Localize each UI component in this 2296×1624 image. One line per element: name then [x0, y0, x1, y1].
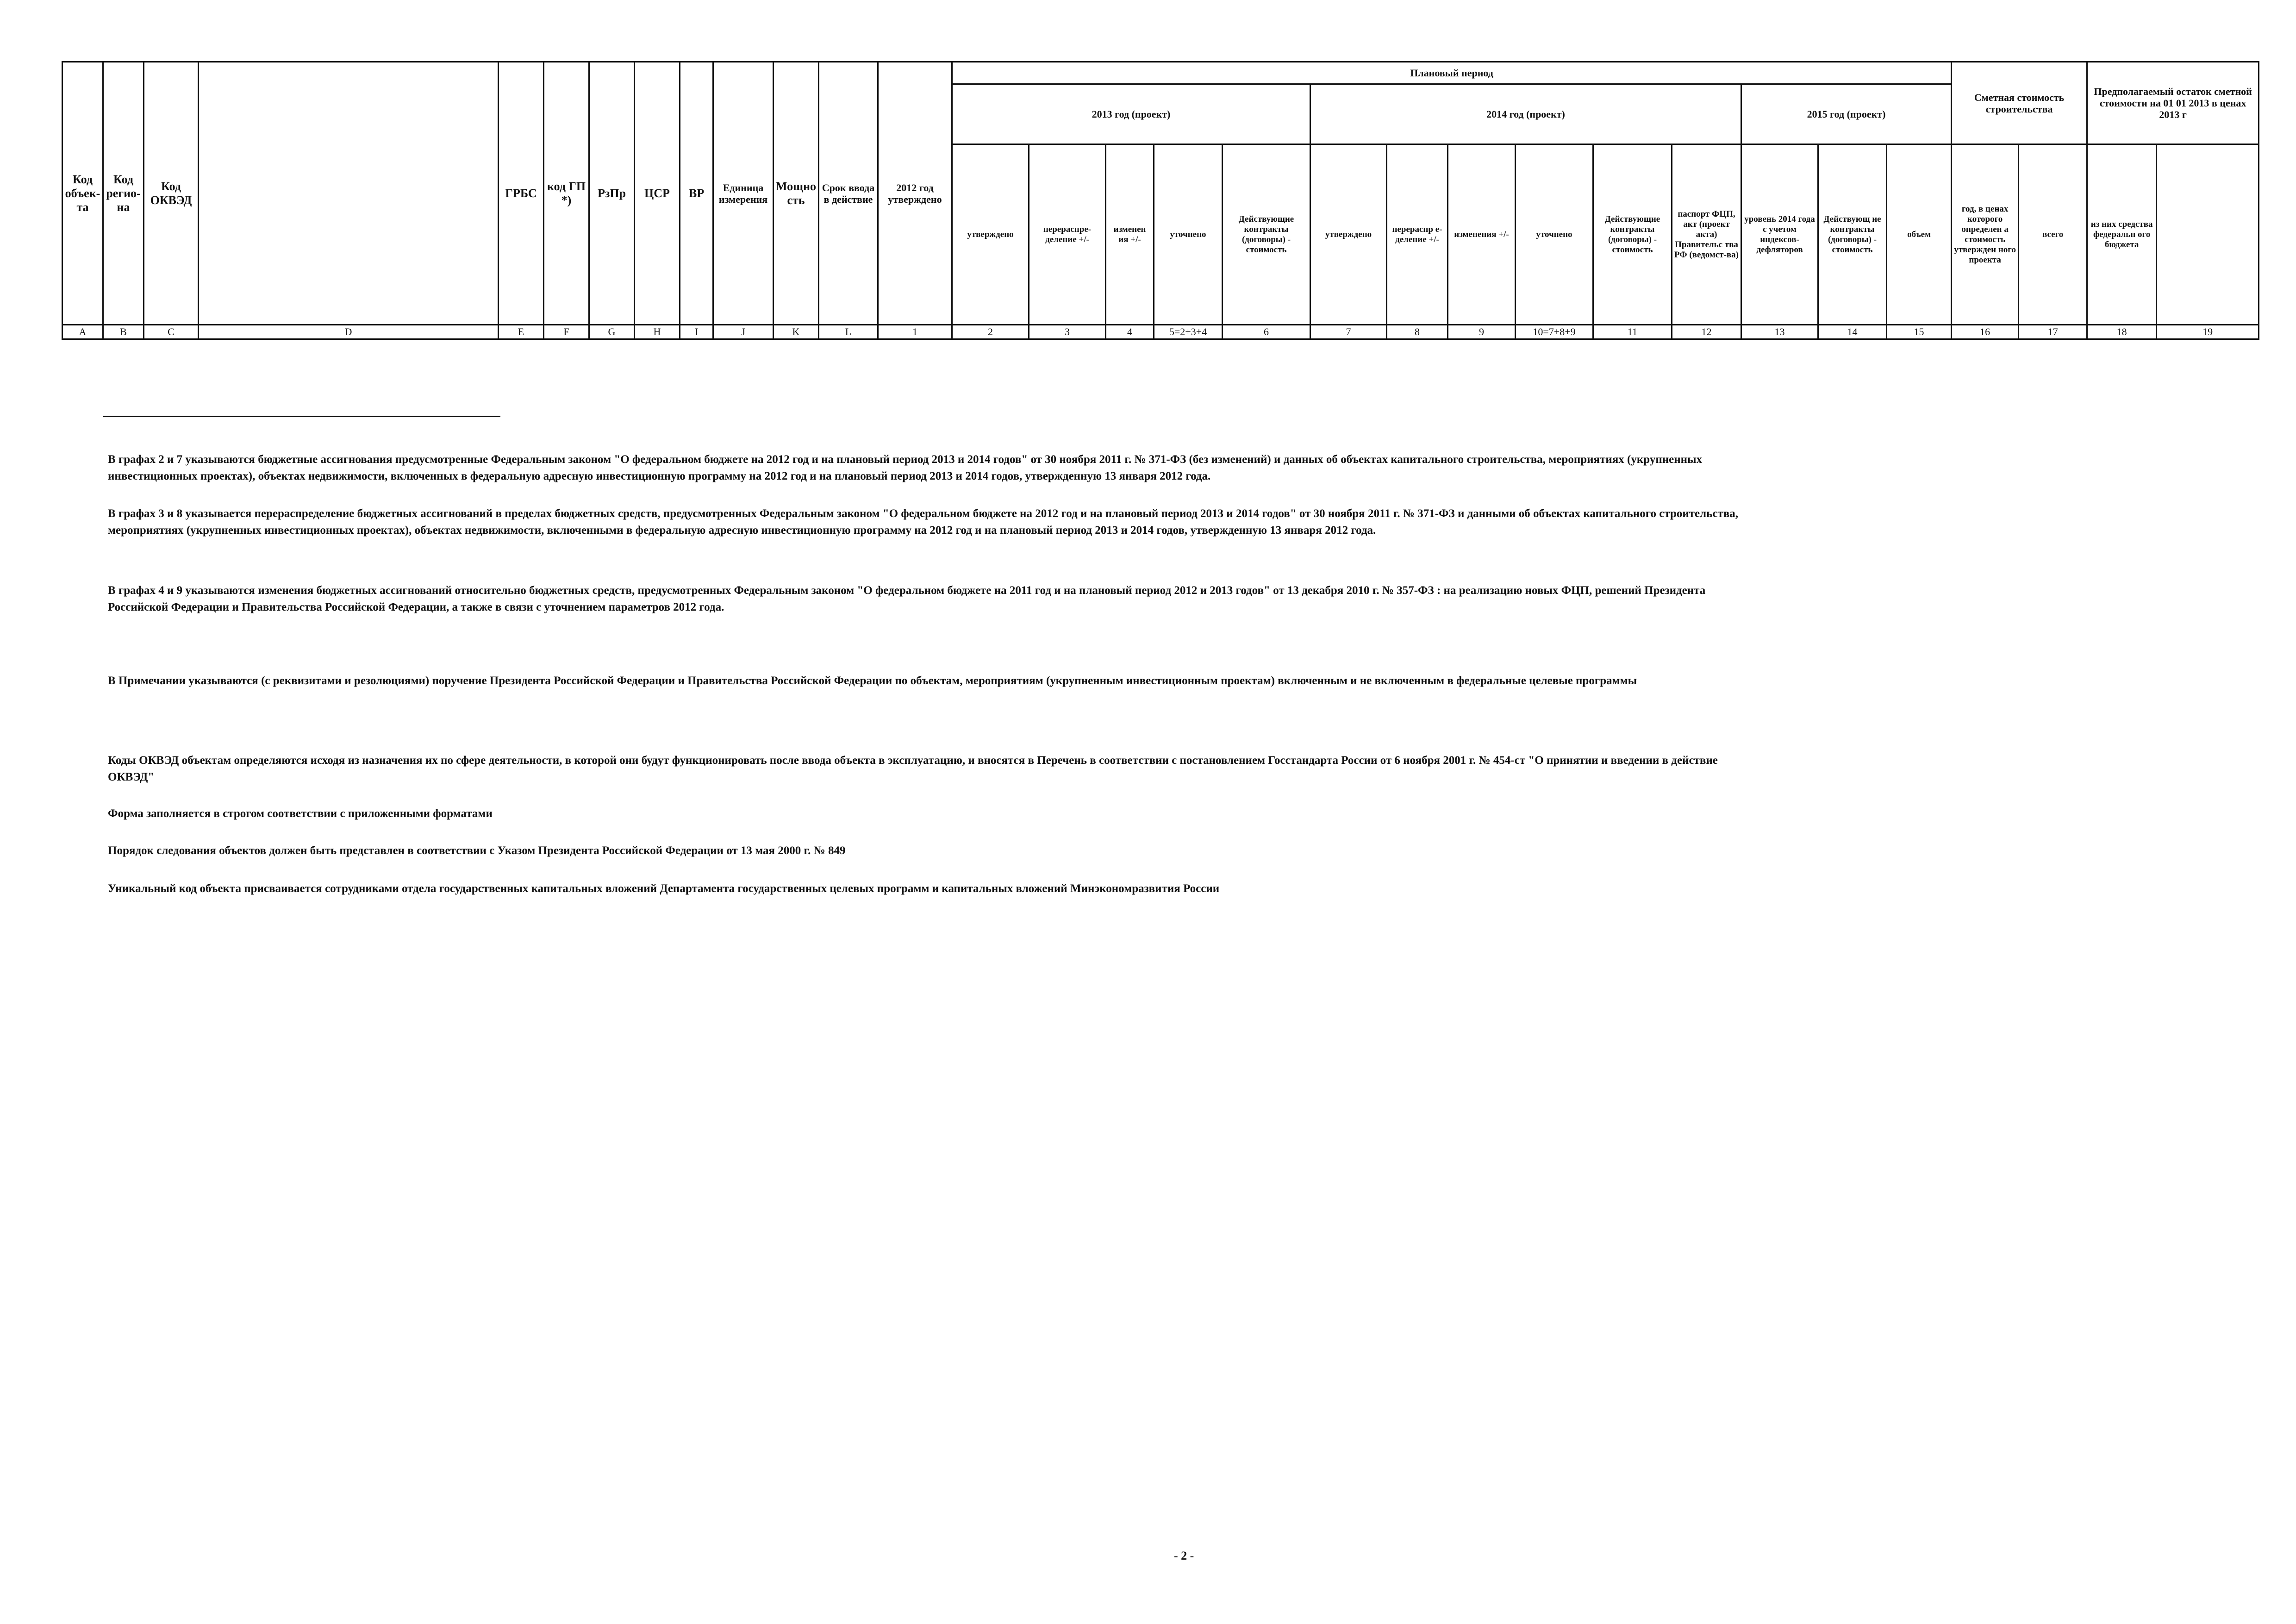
page-number: - 2 - — [1174, 1549, 1194, 1562]
footnote: В Примечании указываются (с реквизитами и резолюциями) поручение Президента Российской Федерации и Правительства Российской Федерации по объектам, мероприятиям (укрупненным инвестиционным проектам) включенным и не включенным в федеральные целевые программы — [108, 675, 1637, 687]
col-2013-utoch: уточнено — [1154, 144, 1223, 325]
col-2014-utv: утверждено — [1310, 144, 1387, 325]
col-smet-god: год, в ценах которого определен а стоимость утвержден ного проекта — [1952, 144, 2019, 325]
footnote: Коды ОКВЭД объектам определяются исходя из назначения их по сфере деятельности, в которой они будут функционировать после ввода объекта в эксплуатацию, и вносятся в Перечень в соответствии с постановлением Госстандарта России от 6 ноября 2001 г. № 454-ст "О принятии и введении в действие ОКВЭД" — [108, 754, 1718, 783]
col-ost-vsego: всего — [2019, 144, 2087, 325]
col-kod-regiona: Код регио-на — [103, 62, 144, 325]
col-planovy-period: Плановый период — [952, 62, 1952, 84]
col-2013-izm: изменен ия +/- — [1106, 144, 1154, 325]
column-letter: 1 — [878, 325, 952, 339]
col-2014-izm: изменения +/- — [1448, 144, 1516, 325]
col-kod-gp: код ГП *) — [544, 62, 589, 325]
col-2014-deistv: Действующие контракты (договоры) - стоимость — [1593, 144, 1672, 325]
col-2013: 2013 год (проект) — [952, 84, 1310, 144]
column-letter: 11 — [1593, 325, 1672, 339]
col-2013-utv: утверждено — [952, 144, 1029, 325]
col-edinica: Единица измерения — [713, 62, 774, 325]
column-letter: 16 — [1952, 325, 2019, 339]
column-letters-row — [62, 325, 2259, 339]
col-2014-pereras: перераспр е-деление +/- — [1387, 144, 1448, 325]
footnote-divider — [103, 416, 500, 417]
column-letter: 19 — [2157, 325, 2259, 339]
column-letter: H — [635, 325, 680, 339]
footnote: В графах 4 и 9 указываются изменения бюджетных ассигнований относительно бюджетных средств, предусмотренных Федеральным законом "О федеральном бюджете на 2011 год и на плановый период 2012 и 2013 годов" от 13 декабря 2010 г. № 357-ФЗ : на реализацию новых ФЦП, решений Президента Российской Федерации и Правительства Российской Федерации, а также в связи с уточнением параметров 2012 года. — [108, 584, 1706, 613]
col-smet-obem: объем — [1887, 144, 1952, 325]
column-letter: 18 — [2087, 325, 2157, 339]
column-letter: 17 — [2019, 325, 2087, 339]
column-letter: K — [774, 325, 819, 339]
budget-table — [62, 61, 2259, 340]
col-d — [199, 62, 499, 325]
footnote: Порядок следования объектов должен быть представлен в соответствии с Указом Президента Российской Федерации от 13 мая 2000 г. № 849 — [108, 844, 846, 857]
col-vr: ВР — [680, 62, 713, 325]
column-letter: 15 — [1887, 325, 1952, 339]
col-predpolagaemy: Предполагаемый остаток сметной стоимости на 01 01 2013 в ценах 2013 г — [2087, 62, 2259, 144]
column-letter: 7 — [1310, 325, 1387, 339]
column-letter: E — [499, 325, 544, 339]
col-2014-utoch: уточнено — [1516, 144, 1593, 325]
col-kod-okved: Код ОКВЭД — [144, 62, 199, 325]
col-2015-pasport: паспорт ФЦП, акт (проект акта) Правительс тва РФ (ведомст-ва) — [1672, 144, 1741, 325]
column-letter: 3 — [1029, 325, 1106, 339]
column-letter: C — [144, 325, 199, 339]
column-letter: 2 — [952, 325, 1029, 339]
footnote: Форма заполняется в строгом соответствии с приложенными форматами — [108, 807, 493, 820]
column-letter: I — [680, 325, 713, 339]
col-2015-deistv: Действующ ие контракты (договоры) - стоимость — [1818, 144, 1887, 325]
col-ost-fed: из них средства федеральн ого бюджета — [2087, 144, 2157, 325]
col-2013-deistv: Действующие контракты (договоры) - стоимость — [1223, 144, 1310, 325]
footnote: Уникальный код объекта присваивается сотрудниками отдела государственных капитальных вложений Департамента государственных целевых программ и капитальных вложений Минэкономразвития России — [108, 882, 1220, 895]
column-letter: 13 — [1741, 325, 1818, 339]
footnote: В графах 2 и 7 указываются бюджетные ассигнования предусмотренные Федеральным законом "О федеральном бюджете на 2012 год и на плановый период 2013 и 2014 годов" от 30 ноября 2011 г. № 371-ФЗ (без изменений) и данных об объектах капитального строительства, мероприятиях (укрупненных инвестиционных проектах), объектах недвижимости, включенных в федеральную адресную инвестиционную программу на 2012 год и на плановый период 2013 и 2014 годов, утвержденную 13 января 2012 года. — [108, 453, 1703, 482]
column-letter: 12 — [1672, 325, 1741, 339]
column-letter: B — [103, 325, 144, 339]
column-letter: 4 — [1106, 325, 1154, 339]
col-2014: 2014 год (проект) — [1310, 84, 1741, 144]
col-grbs: ГРБС — [499, 62, 544, 325]
col-srok: Срок ввода в действие — [819, 62, 878, 325]
column-letter: D — [199, 325, 499, 339]
col-moshnost: Мощно сть — [774, 62, 819, 325]
col-smetnaya: Сметная стоимость строительства — [1952, 62, 2087, 144]
col-csr: ЦСР — [635, 62, 680, 325]
col-2013-pereras: перераспре-деление +/- — [1029, 144, 1106, 325]
column-letter: F — [544, 325, 589, 339]
col-rzpr: РзПр — [589, 62, 635, 325]
column-letter: 6 — [1223, 325, 1310, 339]
col-2015: 2015 год (проект) — [1741, 84, 1952, 144]
col-2015-uroven: уровень 2014 года с учетом индексов-дефляторов — [1741, 144, 1818, 325]
column-letter: A — [62, 325, 103, 339]
column-letter: G — [589, 325, 635, 339]
column-letter: 9 — [1448, 325, 1516, 339]
col-kod-obekta: Код объек-та — [62, 62, 103, 325]
footnote: В графах 3 и 8 указывается перераспределение бюджетных ассигнований в пределах бюджетных средств, предусмотренных Федеральным законом "О федеральном бюджете на 2012 год и на плановый период 2013 и 2014 годов" от 30 ноября 2011 г. № 371-ФЗ и данными об объектах капитального строительства, мероприятиях (укрупненных инвестиционных проектах), объектах недвижимости, включенными в федеральную адресную инвестиционную программу на 2012 год и на плановый период 2013 и 2014 годов, утвержденную 13 января 2012 года. — [108, 507, 1738, 537]
column-letter: J — [713, 325, 774, 339]
column-letter: 14 — [1818, 325, 1887, 339]
column-letter: 5=2+3+4 — [1154, 325, 1223, 339]
column-letter: 8 — [1387, 325, 1448, 339]
column-letter: L — [819, 325, 878, 339]
col-2012: 2012 год утверждено — [878, 62, 952, 325]
column-letter: 10=7+8+9 — [1516, 325, 1593, 339]
